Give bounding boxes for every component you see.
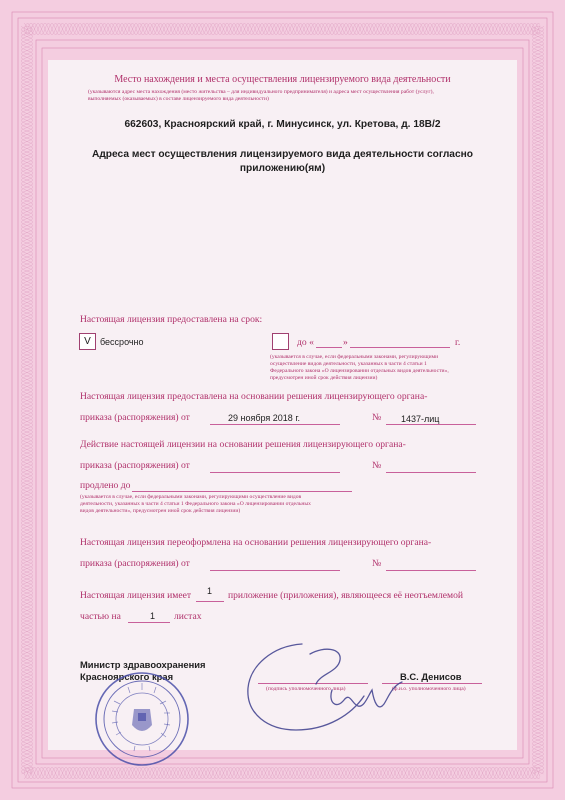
- appendix-sheets-suffix: листах: [174, 611, 202, 622]
- action-extended-line: [132, 491, 352, 492]
- header-title: Место нахождения и места осуществления лицензируемого вида деятельности: [114, 74, 451, 85]
- until-mid: »: [343, 337, 348, 348]
- action-number-line: [386, 472, 476, 473]
- basis-date-line: [210, 424, 340, 425]
- term-note-3: Федерального закона «О лицензировании отдельных видов деятельности»,: [270, 368, 449, 374]
- header-note-1: (указываются адрес места нахождения (место жительства – для индивидуального предпринимателя) и адреса мест осуществления работ (услуг),: [88, 89, 434, 95]
- handwritten-signature: [232, 626, 407, 746]
- reissue-line-1: Настоящая лицензия переоформлена на основании решения лицензирующего органа-: [80, 537, 432, 548]
- appendix-sheets: 1: [150, 611, 156, 621]
- until-prefix: до «: [297, 337, 314, 348]
- appendix-part-prefix: частью на: [80, 611, 121, 622]
- signature-note: (подпись уполномоченного лица): [266, 686, 346, 692]
- indefinite-checkbox[interactable]: [79, 333, 96, 350]
- action-note-2: деятельности, указанных в части 4 статьи 1 Федерального закона «О лицензировании отдельных: [80, 501, 311, 507]
- org-line-1: Министр здравоохранения: [80, 659, 206, 670]
- signer-name: В.С. Денисов: [400, 671, 462, 682]
- term-note-2: осуществление видов деятельности, указанных в части 4 статьи 1: [270, 361, 427, 367]
- address: 662603, Красноярский край, г. Минусинск, ул. Кретова, д. 18В/2: [124, 119, 441, 130]
- places-line-1: Адреса мест осуществления лицензируемого вида деятельности согласно: [91, 149, 474, 160]
- appendix-sheets-line: [128, 622, 170, 623]
- reissue-line-2: приказа (распоряжения) от: [80, 558, 190, 569]
- until-checkbox[interactable]: [272, 333, 289, 350]
- action-note-3: видов деятельности», предусмотрен иной срок действия лицензии): [80, 508, 241, 514]
- appendix-middle: приложение (приложения), являющееся её неотъемлемой: [228, 590, 464, 601]
- basis-number-line: [386, 424, 476, 425]
- check-mark: V: [84, 336, 91, 347]
- action-line-1: Действие настоящей лицензии на основании решения лицензирующего органа-: [80, 439, 406, 450]
- action-date-line: [210, 472, 340, 473]
- until-suffix: г.: [455, 337, 461, 348]
- reissue-no: №: [372, 558, 382, 569]
- basis-line-1: Настоящая лицензия предоставлена на основании решения лицензирующего органа-: [80, 391, 428, 402]
- appendix-count: 1: [207, 586, 213, 596]
- basis-number: 1437-лиц: [401, 414, 440, 424]
- basis-line-2: приказа (распоряжения) от: [80, 412, 190, 423]
- term-label: Настоящая лицензия предоставлена на срок:: [80, 314, 263, 325]
- name-note: (ф.и.о. уполномоченного лица): [392, 686, 466, 692]
- appendix-count-line: [196, 601, 224, 602]
- appendix-prefix: Настоящая лицензия имеет: [80, 590, 192, 601]
- until-date-line: [350, 347, 450, 348]
- indefinite-label: бессрочно: [100, 337, 144, 347]
- action-line-2: приказа (распоряжения) от: [80, 460, 190, 471]
- places-line-2: приложению(ям): [239, 163, 326, 174]
- action-no: №: [372, 460, 382, 471]
- basis-date: 29 ноября 2018 г.: [228, 413, 300, 423]
- basis-no: №: [372, 412, 382, 423]
- term-note-4: предусмотрен иной срок действия лицензии): [270, 375, 378, 381]
- action-note-1: (указывается в случае, если федеральными законами, регулирующими осуществление видов: [80, 494, 302, 500]
- header-note-2: выполняемых (оказываемых) в составе лицензируемого вида деятельности): [88, 96, 269, 102]
- term-note-1: (указывается в случае, если федеральными законами, регулирующими: [270, 354, 439, 360]
- official-stamp: [94, 671, 190, 767]
- action-extended: продлено до: [80, 480, 131, 491]
- until-day-line: [316, 347, 342, 348]
- reissue-number-line: [386, 570, 476, 571]
- reissue-date-line: [210, 570, 340, 571]
- org-line-2: Красноярского края: [80, 671, 174, 682]
